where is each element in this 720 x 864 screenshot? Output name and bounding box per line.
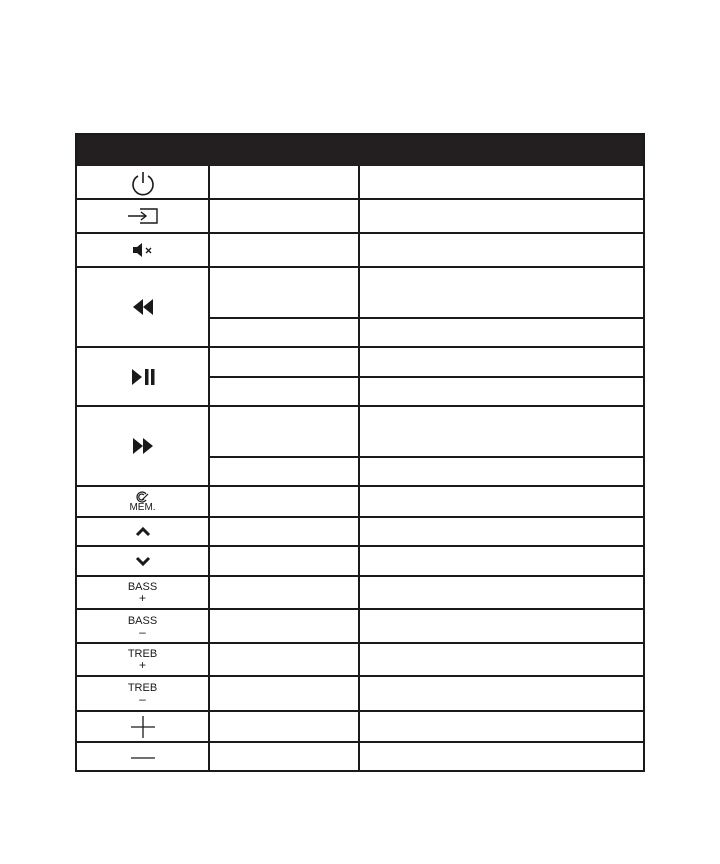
column-divider-1 [208,166,210,772]
treble-down-label: TREB [127,682,158,694]
bass-up-sign: + [138,591,146,605]
power-button [77,168,208,198]
bass-up-label: BASS [127,581,158,593]
volume-down-icon [130,755,156,761]
play-pause-button [77,348,208,405]
power-icon [130,170,156,196]
chevron-down-icon [135,555,151,567]
play-pause-icon [129,368,157,386]
treble-up-label: TREB [127,648,158,660]
memory-label: MEM. [129,501,156,513]
volume-up-button [77,712,208,741]
treble-down-sign: – [139,692,146,706]
mute-icon [131,242,155,258]
memory-icon [136,491,150,503]
treble-up-button [77,644,208,675]
fast-forward-button [77,407,208,485]
bass-down-sign: – [139,624,146,639]
down-button [77,547,208,575]
input-source-icon [126,207,160,225]
input-button [77,200,208,232]
treble-up-sign: + [138,658,146,672]
fast-forward-icon [131,437,155,455]
sub-row-divider [208,456,643,458]
rewind-icon [131,298,155,316]
chevron-up-icon [135,526,151,538]
treble-down-button [77,677,208,710]
mute-button [77,234,208,266]
sub-row-divider [208,376,643,378]
sub-row-divider [208,317,643,319]
remote-button-table [75,133,645,772]
volume-up-icon [130,715,156,739]
bass-down-button [77,610,208,642]
up-button [77,518,208,545]
memory-button [77,487,208,516]
rewind-button [77,268,208,346]
volume-down-button [77,743,208,772]
bass-down-label: BASS [127,614,158,627]
column-divider-2 [358,166,360,772]
bass-up-button [77,577,208,608]
table-header [77,135,643,166]
